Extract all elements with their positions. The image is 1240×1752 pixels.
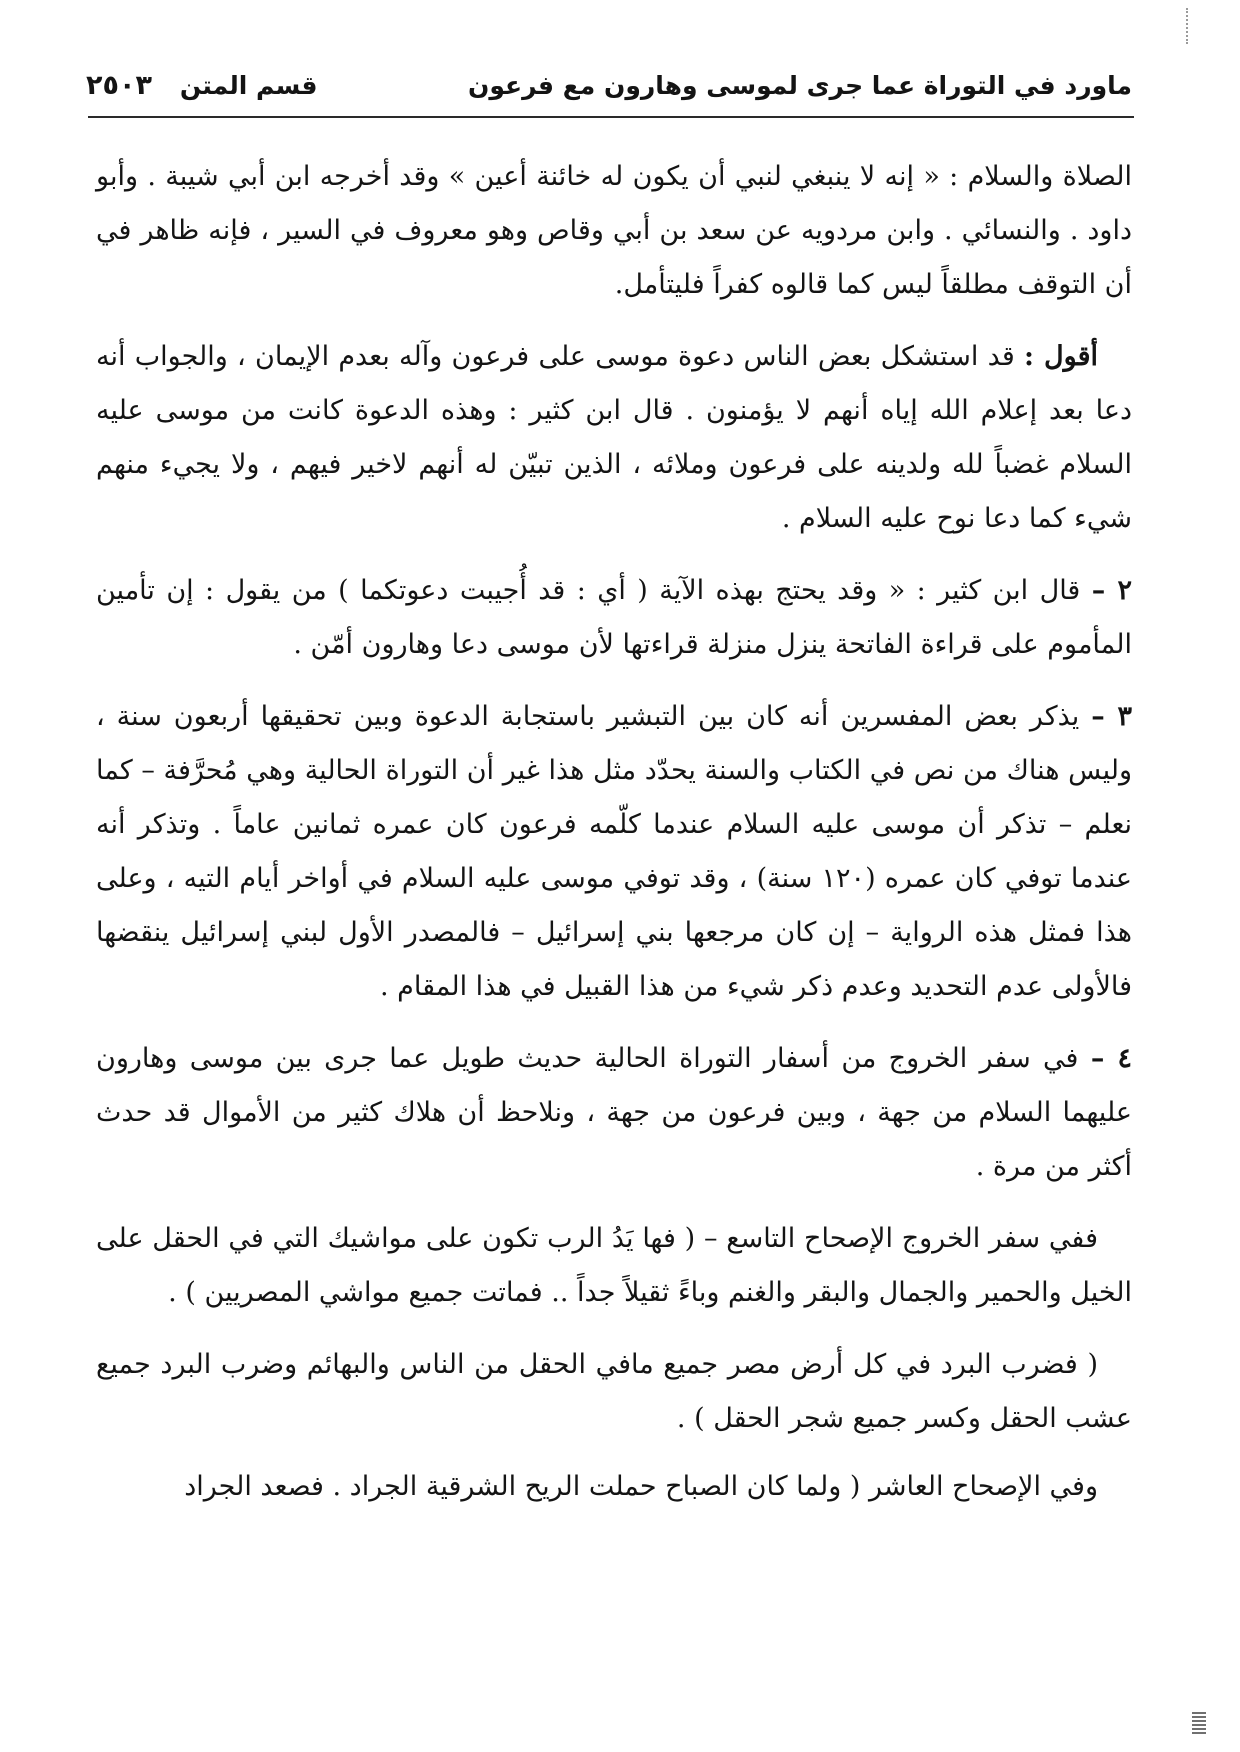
page-number: ٢٥٠٣ (86, 69, 152, 101)
paragraph-1 (96, 150, 1132, 312)
paragraph-8 (96, 1460, 1132, 1514)
section-label: قسم المتن (179, 70, 318, 100)
header-rule (88, 116, 1134, 118)
paragraph-2-lead: أقول : (1023, 341, 1098, 372)
paragraph-2-text: قد استشكل بعض الناس دعوة موسى على فرعون وآله بعدم الإيمان ، والجواب أنه دعا بعد إعلام الله إياه أنهم لا يؤمنون . قال ابن كثير : وهذه الدعوة كانت من موسى عليه السلام غضباً لله ولدينه على فرعون وملائه ، الذين تبيّن له أنهم لاخير فيهم ، ولا يجيء منهم شيء كما دعا نوح عليه السلام . (96, 341, 1132, 534)
paragraph-3-text: قال ابن كثير : « وقد يحتج بهذه الآية ( أي : قد أُجيبت دعوتكما ) من يقول : إن تأمين المأموم على قراءة الفاتحة ينزل منزلة قراءتها لأن موسى دعا وهارون أمّن . (96, 575, 1132, 660)
paragraph-2 (96, 330, 1132, 546)
running-header (86, 62, 1132, 108)
paragraph-4 (96, 690, 1132, 1014)
paragraph-1-text: الصلاة والسلام : « إنه لا ينبغي لنبي أن يكون له خائنة أعين » وقد أخرجه ابن أبي شيبة . وأبو داود . والنسائي . وابن مردويه عن سعد بن أبي وقاص وهو معروف في السير ، فإنه ظاهر في أن التوقف مطلقاً ليس كما قالوه كفراً فليتأمل. (96, 161, 1132, 300)
paragraph-3 (96, 564, 1132, 672)
paragraph-7-text: ( فضرب البرد في كل أرض مصر جميع مافي الحقل من الناس والبهائم وضرب البرد جميع عشب الحقل وكسر جميع شجر الحقل ) . (96, 1349, 1132, 1434)
paragraph-6-text: ففي سفر الخروج الإصحاح التاسع – ( فها يَدُ الرب تكون على مواشيك التي في الحقل على الخيل والحمير والجمال والبقر والغنم وباءً ثقيلاً جداً .. فماتت جميع مواشي المصريين ) . (96, 1223, 1132, 1308)
body-text (96, 150, 1132, 1532)
paragraph-8-text: وفي الإصحاح العاشر ( ولما كان الصباح حملت الريح الشرقية الجراد . فصعد الجراد (184, 1471, 1098, 1502)
running-left-group (86, 70, 317, 101)
paragraph-5 (96, 1032, 1132, 1194)
running-title: ماورد في التوراة عما جرى لموسى وهارون مع فرعون (468, 70, 1132, 100)
paragraph-5-text: في سفر الخروج من أسفار التوراة الحالية حديث طويل عما جرى بين موسى وهارون عليهما السلام من جهة ، وبين فرعون من جهة ، ونلاحظ أن هلاك كثير من الأموال قد حدث أكثر من مرة . (96, 1043, 1132, 1182)
paragraph-4-number: ٣ – (1091, 701, 1132, 732)
paragraph-6 (96, 1212, 1132, 1320)
corner-mark (1192, 1712, 1206, 1734)
paragraph-4-text: يذكر بعض المفسرين أنه كان بين التبشير باستجابة الدعوة وبين تحقيقها أربعون سنة ، وليس هناك من نص في الكتاب والسنة يحدّد مثل هذا غير أن التوراة الحالية وهي مُحرَّفة – كما نعلم – تذكر أن موسى عليه السلام عندما كلّمه فرعون كان عمره ثمانين عاماً . وتذكر أنه عندما توفي كان عمره (١٢٠ سنة) ، وقد توفي موسى عليه السلام في أواخر أيام التيه ، وعلى هذا فمثل هذه الرواية – إن كان مرجعها بني إسرائيل – فالمصدر الأول لبني إسرائيل ينقضها فالأولى عدم التحديد وعدم ذكر شيء من هذا القبيل في هذا المقام . (96, 701, 1132, 1002)
margin-mark (1186, 8, 1198, 44)
paragraph-3-number: ٢ – (1091, 575, 1132, 606)
paragraph-5-number: ٤ – (1090, 1043, 1132, 1074)
paragraph-7 (96, 1338, 1132, 1446)
